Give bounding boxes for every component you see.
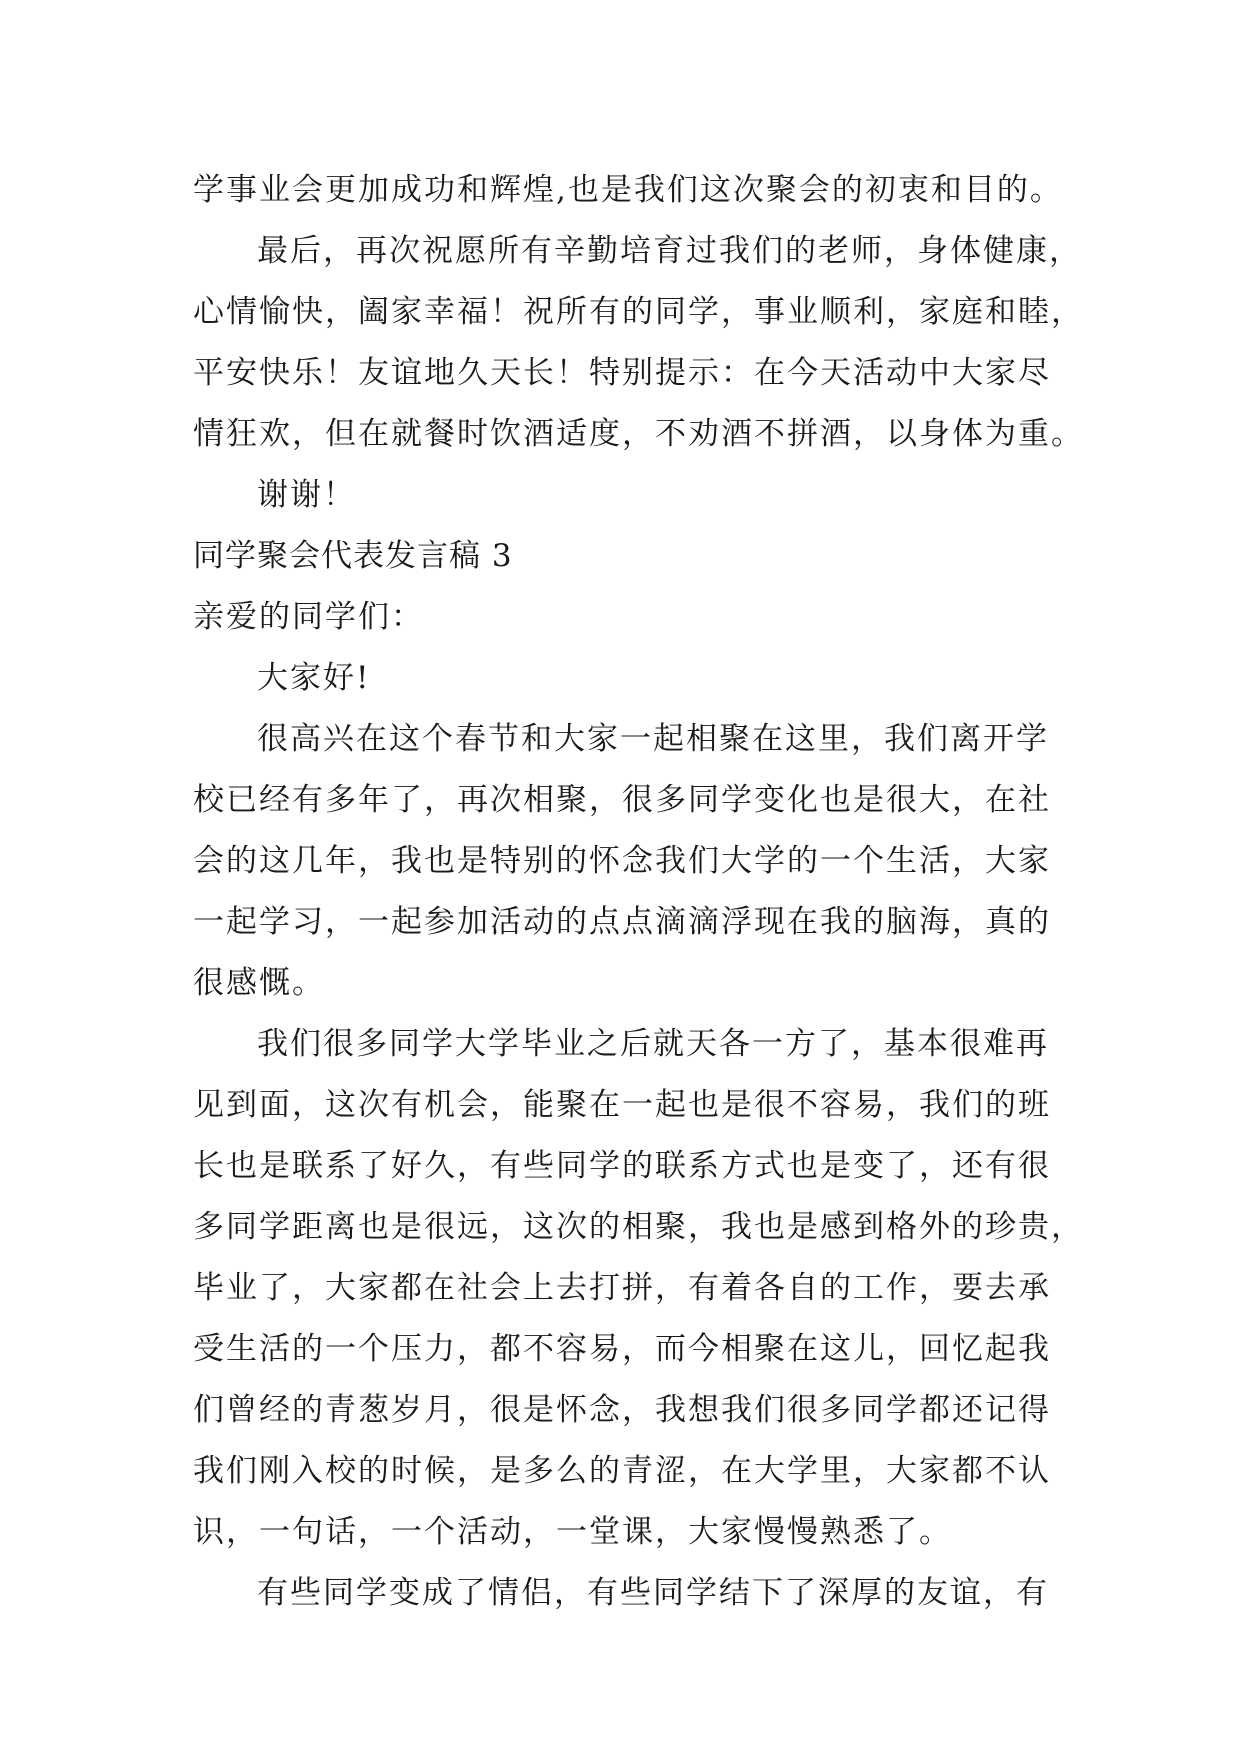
paragraph-line: 学事业会更加成功和辉煌,也是我们这次聚会的初衷和目的。 <box>193 172 1063 208</box>
greeting: 大家好! <box>257 660 371 696</box>
paragraph-first-line: 有些同学变成了情侣，有些同学结下了深厚的友谊，有 <box>257 1575 1049 1611</box>
paragraph-line: 校已经有多年了，再次相聚，很多同学变化也是很大，在社 <box>193 782 1051 818</box>
paragraph-line: 见到面，这次有机会，能聚在一起也是很不容易，我们的班 <box>193 1087 1051 1123</box>
salutation: 亲爱的同学们： <box>193 599 424 635</box>
paragraph-line: 们曾经的青葱岁月，很是怀念，我想我们很多同学都还记得 <box>193 1392 1051 1428</box>
paragraph-line: 心情愉快，阖家幸福！祝所有的同学，事业顺利，家庭和睦， <box>193 294 1084 330</box>
paragraph-first-line: 我们很多同学大学毕业之后就天各一方了，基本很难再 <box>257 1026 1049 1062</box>
paragraph-line: 长也是联系了好久，有些同学的联系方式也是变了，还有很 <box>193 1148 1051 1184</box>
paragraph-first-line: 很高兴在这个春节和大家一起相聚在这里，我们离开学 <box>257 721 1049 757</box>
section-title: 同学聚会代表发言稿 3 <box>193 538 513 574</box>
paragraph-line: 毕业了，大家都在社会上去打拼，有着各自的工作，要去承 <box>193 1270 1051 1306</box>
paragraph-line: 一起学习，一起参加活动的点点滴滴浮现在我的脑海，真的 <box>193 904 1051 940</box>
paragraph-line: 会的这几年，我也是特别的怀念我们大学的一个生活，大家 <box>193 843 1051 879</box>
paragraph-first-line: 最后，再次祝愿所有辛勤培育过我们的老师，身体健康， <box>257 233 1082 269</box>
paragraph-line: 受生活的一个压力，都不容易，而今相聚在这儿，回忆起我 <box>193 1331 1051 1367</box>
paragraph-line: 识，一句话，一个活动，一堂课，大家慢慢熟悉了。 <box>193 1514 952 1550</box>
paragraph-line: 平安快乐！友谊地久天长！特别提示：在今天活动中大家尽 <box>193 355 1051 391</box>
closing-thanks: 谢谢！ <box>257 477 356 513</box>
document-body <box>193 160 1084 1624</box>
paragraph-line: 情狂欢，但在就餐时饮酒适度，不劝酒不拼酒，以身体为重。 <box>193 416 1084 452</box>
paragraph-line: 很感慨。 <box>193 965 325 1001</box>
paragraph-line: 我们刚入校的时候，是多么的青涩，在大学里，大家都不认 <box>193 1453 1051 1489</box>
paragraph-line: 多同学距离也是很远，这次的相聚，我也是感到格外的珍贵， <box>193 1209 1084 1245</box>
